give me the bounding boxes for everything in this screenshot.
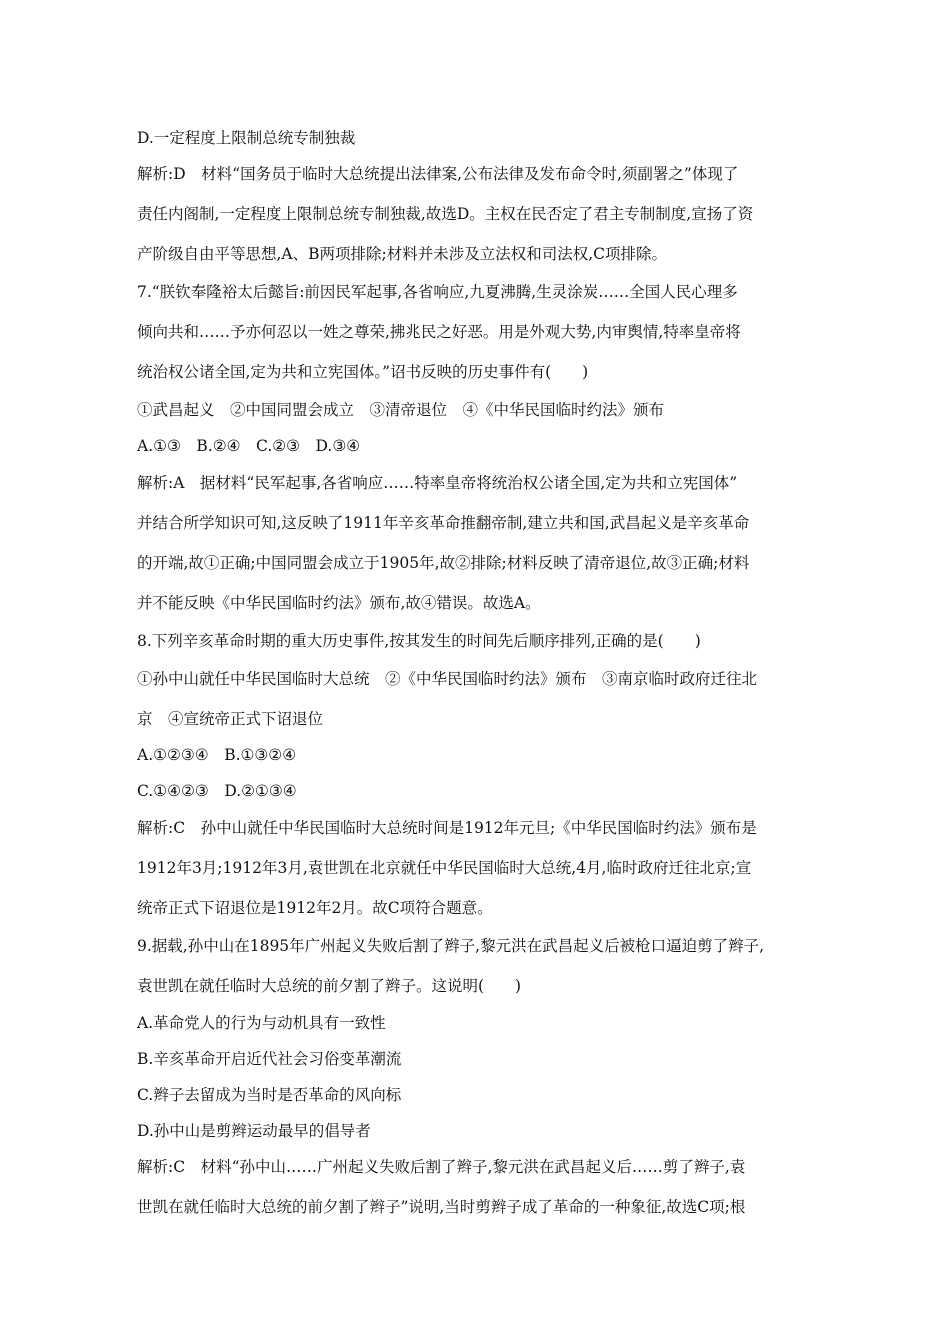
question-9-line-2: 袁世凯在就任临时大总统的前夕割了辫子。这说明( ) bbox=[137, 977, 522, 995]
question-7-line-3: 统治权公诸全国,定为共和立宪国体。”诏书反映的历史事件有( ) bbox=[137, 363, 589, 381]
analysis-q7-line-2: 并结合所学知识可知,这反映了1911年辛亥革命推翻帝制,建立共和国,武昌起义是辛亥革命 bbox=[137, 514, 750, 532]
analysis-q9-line-2: 世凯在就任临时大总统的前夕割了辫子”说明,当时剪辫子成了革命的一种象征,故选C项;根 bbox=[137, 1198, 746, 1216]
option-d-q6: D.一定程度上限制总统专制独裁 bbox=[137, 129, 356, 147]
question-8-line-1: 8.下列辛亥革命时期的重大历史事件,按其发生的时间先后顺序排列,正确的是( ) bbox=[137, 632, 701, 650]
question-9-option-a: A.革命党人的行为与动机具有一致性 bbox=[137, 1014, 386, 1032]
analysis-q8-line-3: 统帝正式下诏退位是1912年2月。故C项符合题意。 bbox=[137, 899, 493, 917]
analysis-q7-line-4: 并不能反映《中华民国临时约法》颁布,故④错误。故选A。 bbox=[137, 594, 541, 612]
question-7-items: ①武昌起义 ②中国同盟会成立 ③清帝退位 ④《中华民国临时约法》颁布 bbox=[137, 401, 665, 419]
analysis-q7-line-1: 解析:A 据材料“民军起事,各省响应……特率皇帝将统治权公诸全国,定为共和立宪国体” bbox=[137, 474, 738, 492]
question-8-items-line-1: ①孙中山就任中华民国临时大总统 ②《中华民国临时约法》颁布 ③南京临时政府迁往北 bbox=[137, 670, 758, 688]
question-9-option-c: C.辫子去留成为当时是否革命的风向标 bbox=[137, 1086, 402, 1104]
question-9-option-b: B.辛亥革命开启近代社会习俗变革潮流 bbox=[137, 1050, 402, 1068]
question-7-line-2: 倾向共和……予亦何忍以一姓之尊荣,拂兆民之好恶。用是外观大势,内审舆情,特率皇帝将 bbox=[137, 323, 741, 341]
question-9-line-1: 9.据载,孙中山在1895年广州起义失败后割了辫子,黎元洪在武昌起义后被枪口逼迫剪了辫子, bbox=[137, 937, 765, 955]
question-8-items-line-2: 京 ④宣统帝正式下诏退位 bbox=[137, 710, 324, 728]
question-9-option-d: D.孙中山是剪辫运动最早的倡导者 bbox=[137, 1122, 371, 1140]
analysis-q6-line-1: 解析:D 材料“国务员于临时大总统提出法律案,公布法律及发布命令时,须副署之”体现了 bbox=[137, 165, 739, 183]
analysis-q8-line-1: 解析:C 孙中山就任中华民国临时大总统时间是1912年元旦;《中华民国临时约法》颁布是 bbox=[137, 819, 757, 837]
analysis-q9-line-1: 解析:C 材料“孙中山……广州起义失败后割了辫子,黎元洪在武昌起义后……剪了辫子,袁 bbox=[137, 1158, 746, 1176]
question-7-options: A.①③ B.②④ C.②③ D.③④ bbox=[137, 437, 361, 455]
analysis-q6-line-3: 产阶级自由平等思想,A、B两项排除;材料并未涉及立法权和司法权,C项排除。 bbox=[137, 245, 668, 263]
question-8-options-cd: C.①④②③ D.②①③④ bbox=[137, 782, 297, 800]
analysis-q8-line-2: 1912年3月;1912年3月,袁世凯在北京就任中华民国临时大总统,4月,临时政府迁往北京;宣 bbox=[137, 859, 752, 877]
question-8-options-ab: A.①②③④ B.①③②④ bbox=[137, 746, 297, 764]
analysis-q6-line-2: 责任内阁制,一定程度上限制总统专制独裁,故选D。主权在民否定了君主专制制度,宣扬了资 bbox=[137, 205, 754, 223]
analysis-q7-line-3: 的开端,故①正确;中国同盟会成立于1905年,故②排除;材料反映了清帝退位,故③正确;材料 bbox=[137, 554, 750, 572]
question-7-line-1: 7.“朕钦奉隆裕太后懿旨:前因民军起事,各省响应,九夏沸腾,生灵涂炭……全国人民心理多 bbox=[137, 283, 738, 301]
